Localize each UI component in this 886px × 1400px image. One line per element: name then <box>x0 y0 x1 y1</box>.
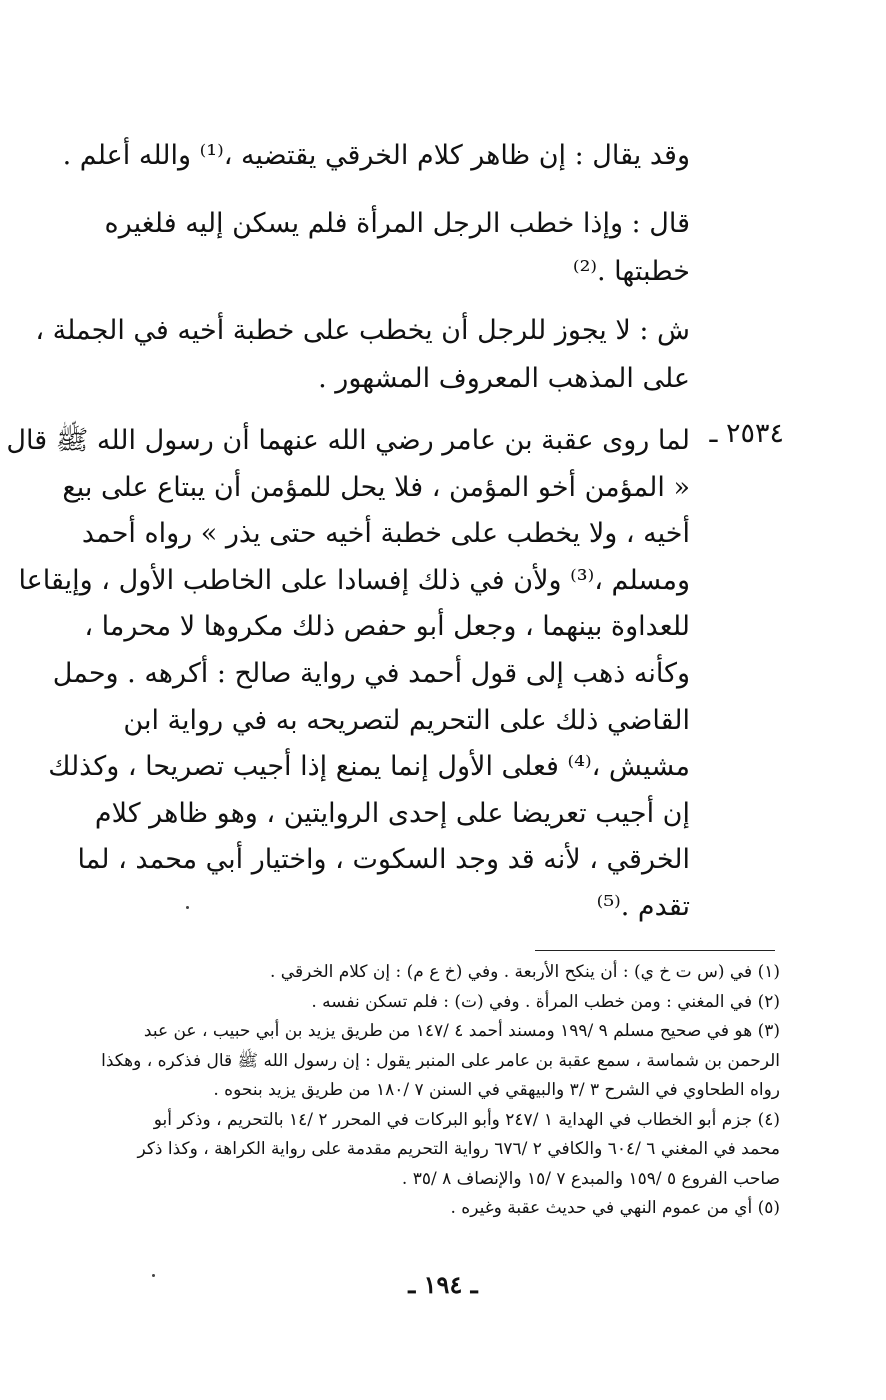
paragraph-hadith <box>6 418 690 931</box>
text-line: مشيش ،⁽⁴⁾ فعلى الأول إنما يمنع إذا أجيب تصريحا ، وكذلك <box>48 751 690 783</box>
text-line: « المؤمن أخو المؤمن ، فلا يحل للمؤمن أن يبتاع على بيع <box>62 471 690 503</box>
text-line: لما روى عقبة بن عامر رضي الله عنهما أن رسول الله ﷺ قال <box>6 425 690 456</box>
text-line: أخيه ، ولا يخطب على خطبة أخيه حتى يذر » رواه أحمد <box>81 518 690 550</box>
text-line: ش : لا يجوز للرجل أن يخطب على خطبة أخيه في الجملة ، <box>35 315 690 346</box>
footnote-line: صاحب الفروع ٥ /١٥٩ والمبدع ٧ /١٥ والإنصاف ٨ /٣٥ . <box>401 1168 780 1189</box>
text-line: الخرقي ، لأنه قد وجد السكوت ، واختيار أبي محمد ، لما <box>77 844 690 876</box>
footnote-line: رواه الطحاوي في الشرح ٣ /٣ والبيهقي في السنن ٧ /١٨٠ من طريق يزيد بنحوه . <box>213 1080 780 1100</box>
text-line: خطبتها .⁽²⁾ <box>572 256 690 287</box>
text-line: القاضي ذلك على التحريم لتصريحه به في رواية ابن <box>123 704 690 736</box>
text-line: وقد يقال : إن ظاهر كلام الخرقي يقتضيه ،⁽¹⁾ والله أعلم . <box>62 140 690 171</box>
text-line: للعداوة بينهما ، وجعل أبو حفص ذلك مكروها لا محرما ، <box>84 611 690 643</box>
scan-speck <box>186 906 189 909</box>
paragraph-matn-statement <box>70 200 690 296</box>
footnote-line: (٢) في المغني : ومن خطب المرأة . وفي (ت) : فلم تسكن نفسه . <box>311 991 780 1012</box>
footnote-line: (٤) جزم أبو الخطاب في الهداية ١ /٢٤٧ وأبو البركات في المحرر ٢ /١٤ بالتحريم ، وذكر أبو <box>153 1109 780 1130</box>
paragraph-commentary <box>35 307 690 403</box>
footnotes <box>80 958 780 1224</box>
text-line: قال : وإذا خطب الرجل المرأة فلم يسكن إليه فلغيره <box>104 208 690 239</box>
text-line: ومسلم ،⁽³⁾ ولأن في ذلك إفسادا على الخاطب الأول ، وإيقاعا <box>18 564 690 596</box>
text-line: إن أجيب تعريضا على إحدى الروايتين ، وهو ظاهر كلام <box>94 797 690 829</box>
footnote-line: الرحمن بن شماسة ، سمع عقبة بن عامر على المنبر يقول : إن رسول الله ﷺ قال فذكره ، وهكذا <box>101 1050 780 1071</box>
text-line: على المذهب المعروف المشهور . <box>318 363 690 394</box>
footnote-line: (٥) أي من عموم النهي في حديث عقبة وغيره . <box>450 1198 780 1218</box>
paragraph-closing-remark <box>62 132 690 180</box>
footnote-line: (٣) هو في صحيح مسلم ٩ /١٩٩ ومسند أحمد ٤ /١٤٧ من طريق يزيد بن أبي حبيب ، عن عبد <box>143 1021 780 1041</box>
footnote-separator <box>535 950 775 951</box>
text-line: وكأنه ذهب إلى قول أحمد في رواية صالح : أكرهه . وحمل <box>52 657 690 689</box>
hadith-number: ٢٥٣٤ ـ <box>709 418 784 449</box>
text-line: تقدم .⁽⁵⁾ <box>596 890 690 922</box>
scan-speck <box>152 1274 155 1277</box>
footnote-line: محمد في المغني ٦ /٦٠٤ والكافي ٢ /٦٧٦ رواية التحريم مقدمة على رواية الكراهة ، وكذا ذكر <box>137 1139 780 1159</box>
footnote-line: (١) في (س ت خ ي) : أن ينكح الأربعة . وفي (خ ع م) : إن كلام الخرقي . <box>270 962 780 982</box>
page-number: ـ ١٩٤ ـ <box>408 1270 478 1299</box>
